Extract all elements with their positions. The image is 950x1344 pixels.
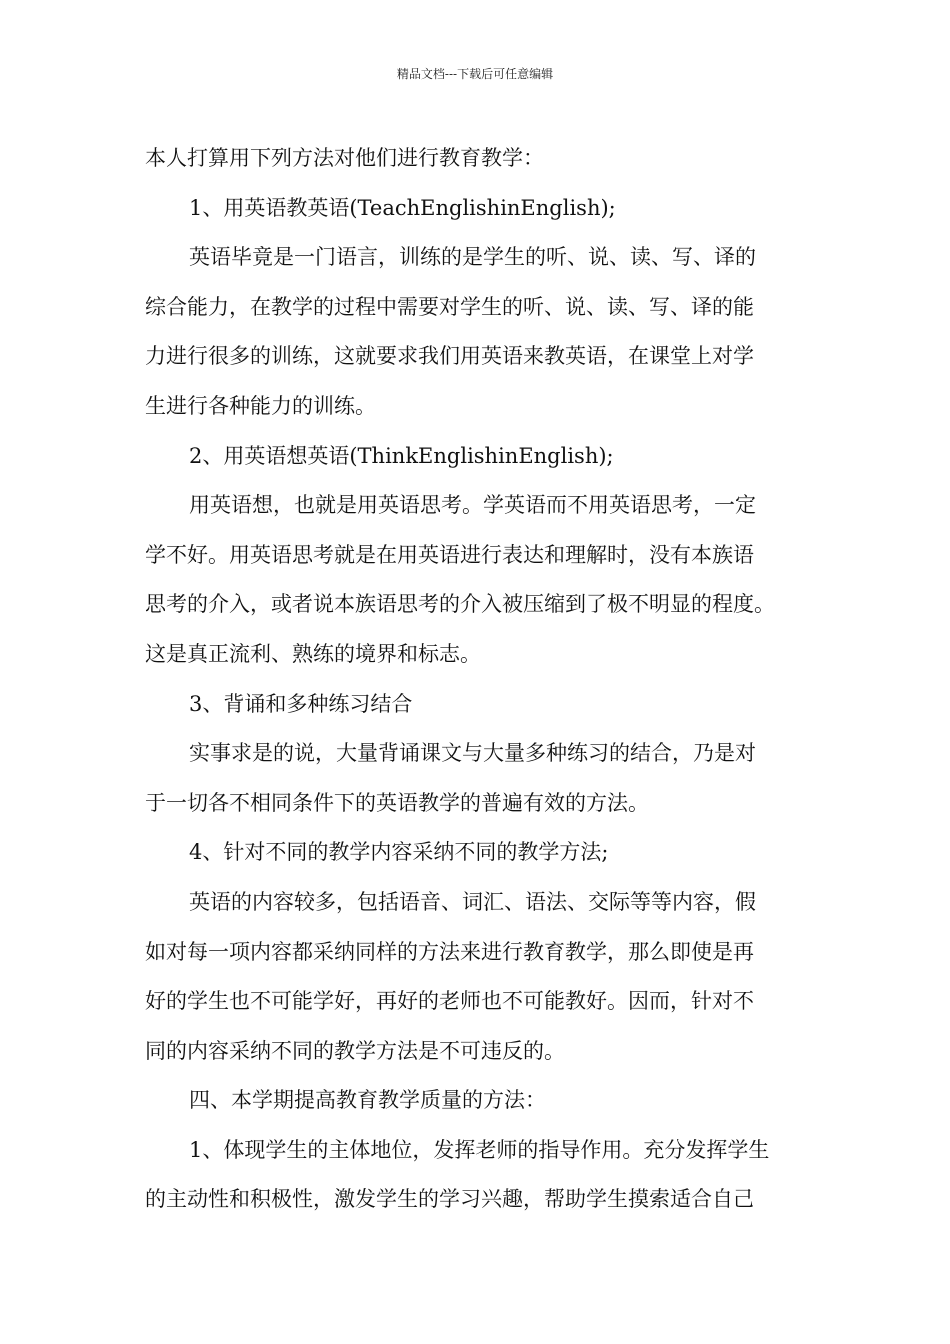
text-line: 1、体现学生的主体地位，发挥老师的指导作用。充分发挥学生 bbox=[189, 1137, 770, 1162]
text-line: 用英语想，也就是用英语思考。学英语而不用英语思考，一定 bbox=[189, 493, 756, 518]
text-line: 本人打算用下列方法对他们进行教育教学： bbox=[145, 146, 544, 170]
text-line: 2、用英语想英语(ThinkEnglishinEnglish); bbox=[189, 443, 614, 468]
document-body bbox=[145, 134, 810, 1225]
text-line: 四、本学期提高教育教学质量的方法： bbox=[189, 1088, 546, 1113]
text-line: 这是真正流利、熟练的境界和标志。 bbox=[145, 641, 481, 666]
text-line: 同的内容采纳不同的教学方法是不可违反的。 bbox=[145, 1038, 565, 1063]
text-line: 3、背诵和多种练习结合 bbox=[189, 691, 413, 716]
text-line: 思考的介入，或者说本族语思考的介入被压缩到了极不明显的程度。 bbox=[145, 592, 775, 617]
page-header: 精品文档---下载后可任意编辑 bbox=[396, 67, 554, 81]
text-line: 4、针对不同的教学内容采纳不同的教学方法; bbox=[189, 840, 609, 865]
text-line: 力进行很多的训练，这就要求我们用英语来教英语，在课堂上对学 bbox=[145, 344, 754, 369]
text-line: 1、用英语教英语(TeachEnglishinEnglish); bbox=[189, 195, 616, 220]
text-line: 英语的内容较多，包括语音、词汇、语法、交际等等内容，假 bbox=[189, 889, 756, 914]
text-line: 综合能力，在教学的过程中需要对学生的听、说、读、写、译的能 bbox=[145, 294, 754, 319]
text-line: 如对每一项内容都采纳同样的方法来进行教育教学，那么即使是再 bbox=[145, 939, 754, 964]
text-line: 实事求是的说，大量背诵课文与大量多种练习的结合，乃是对 bbox=[189, 741, 756, 766]
text-line: 于一切各不相同条件下的英语教学的普遍有效的方法。 bbox=[145, 790, 649, 815]
text-line: 的主动性和积极性，激发学生的学习兴趣，帮助学生摸索适合自己 bbox=[145, 1187, 754, 1212]
text-line: 学不好。用英语思考就是在用英语进行表达和理解时，没有本族语 bbox=[145, 542, 754, 567]
text-line: 生进行各种能力的训练。 bbox=[145, 393, 376, 418]
text-line: 好的学生也不可能学好，再好的老师也不可能教好。因而，针对不 bbox=[145, 989, 754, 1014]
text-line: 英语毕竟是一门语言，训练的是学生的听、说、读、写、译的 bbox=[189, 245, 756, 270]
